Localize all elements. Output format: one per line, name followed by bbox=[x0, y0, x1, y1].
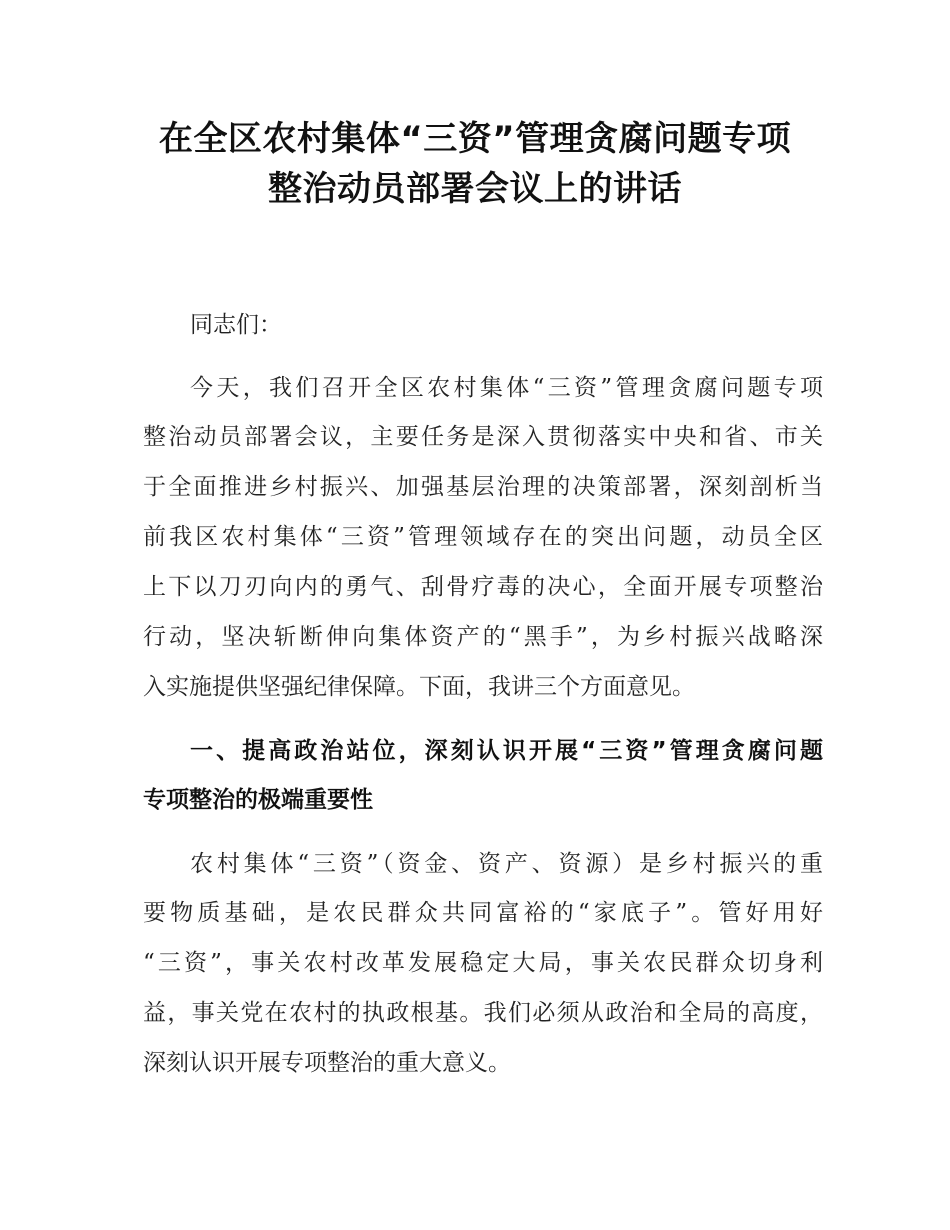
paragraph-1-line: 整治动员部署会议，主要任务是深入贯彻落实中央和省、市关 bbox=[143, 424, 823, 450]
section-heading-line: 一、提高政治站位，深刻认识开展“三资”管理贪腐问题 bbox=[190, 738, 823, 764]
paragraph-2-line: 深刻认识开展专项整治的重大意义。 bbox=[143, 1050, 511, 1076]
document-title-line-1: 在全区农村集体“三资”管理贪腐问题专项 bbox=[158, 119, 792, 159]
paragraph-1-line: 于全面推进乡村振兴、加强基层治理的决策部署，深刻剖析当 bbox=[143, 474, 823, 500]
section-heading-line: 专项整治的极端重要性 bbox=[143, 787, 373, 813]
paragraph-1-line: 上下以刀刃向内的勇气、刮骨疗毒的决心，全面开展专项整治 bbox=[143, 574, 823, 600]
document-title-line-2: 整治动员部署会议上的讲话 bbox=[268, 169, 682, 209]
paragraph-2-line: 农村集体“三资”（资金、资产、资源）是乡村振兴的重 bbox=[190, 851, 823, 877]
paragraph-1-line: 入实施提供坚强纪律保障。下面，我讲三个方面意见。 bbox=[143, 674, 695, 700]
paragraph-1-line: 前我区农村集体“三资”管理领域存在的突出问题，动员全区 bbox=[143, 524, 823, 550]
paragraph-2-line: 要物质基础，是农民群众共同富裕的“家底子”。管好用好 bbox=[143, 900, 823, 926]
paragraph-1-line: 今天，我们召开全区农村集体“三资”管理贪腐问题专项 bbox=[190, 375, 823, 401]
salutation: 同志们： bbox=[190, 312, 282, 338]
paragraph-2-line: 益，事关党在农村的执政根基。我们必须从政治和全局的高度， bbox=[143, 1000, 823, 1026]
paragraph-1-line: 行动，坚决斩断伸向集体资产的“黑手”，为乡村振兴战略深 bbox=[143, 624, 823, 650]
paragraph-2-line: “三资”，事关农村改革发展稳定大局，事关农民群众切身利 bbox=[143, 950, 823, 976]
